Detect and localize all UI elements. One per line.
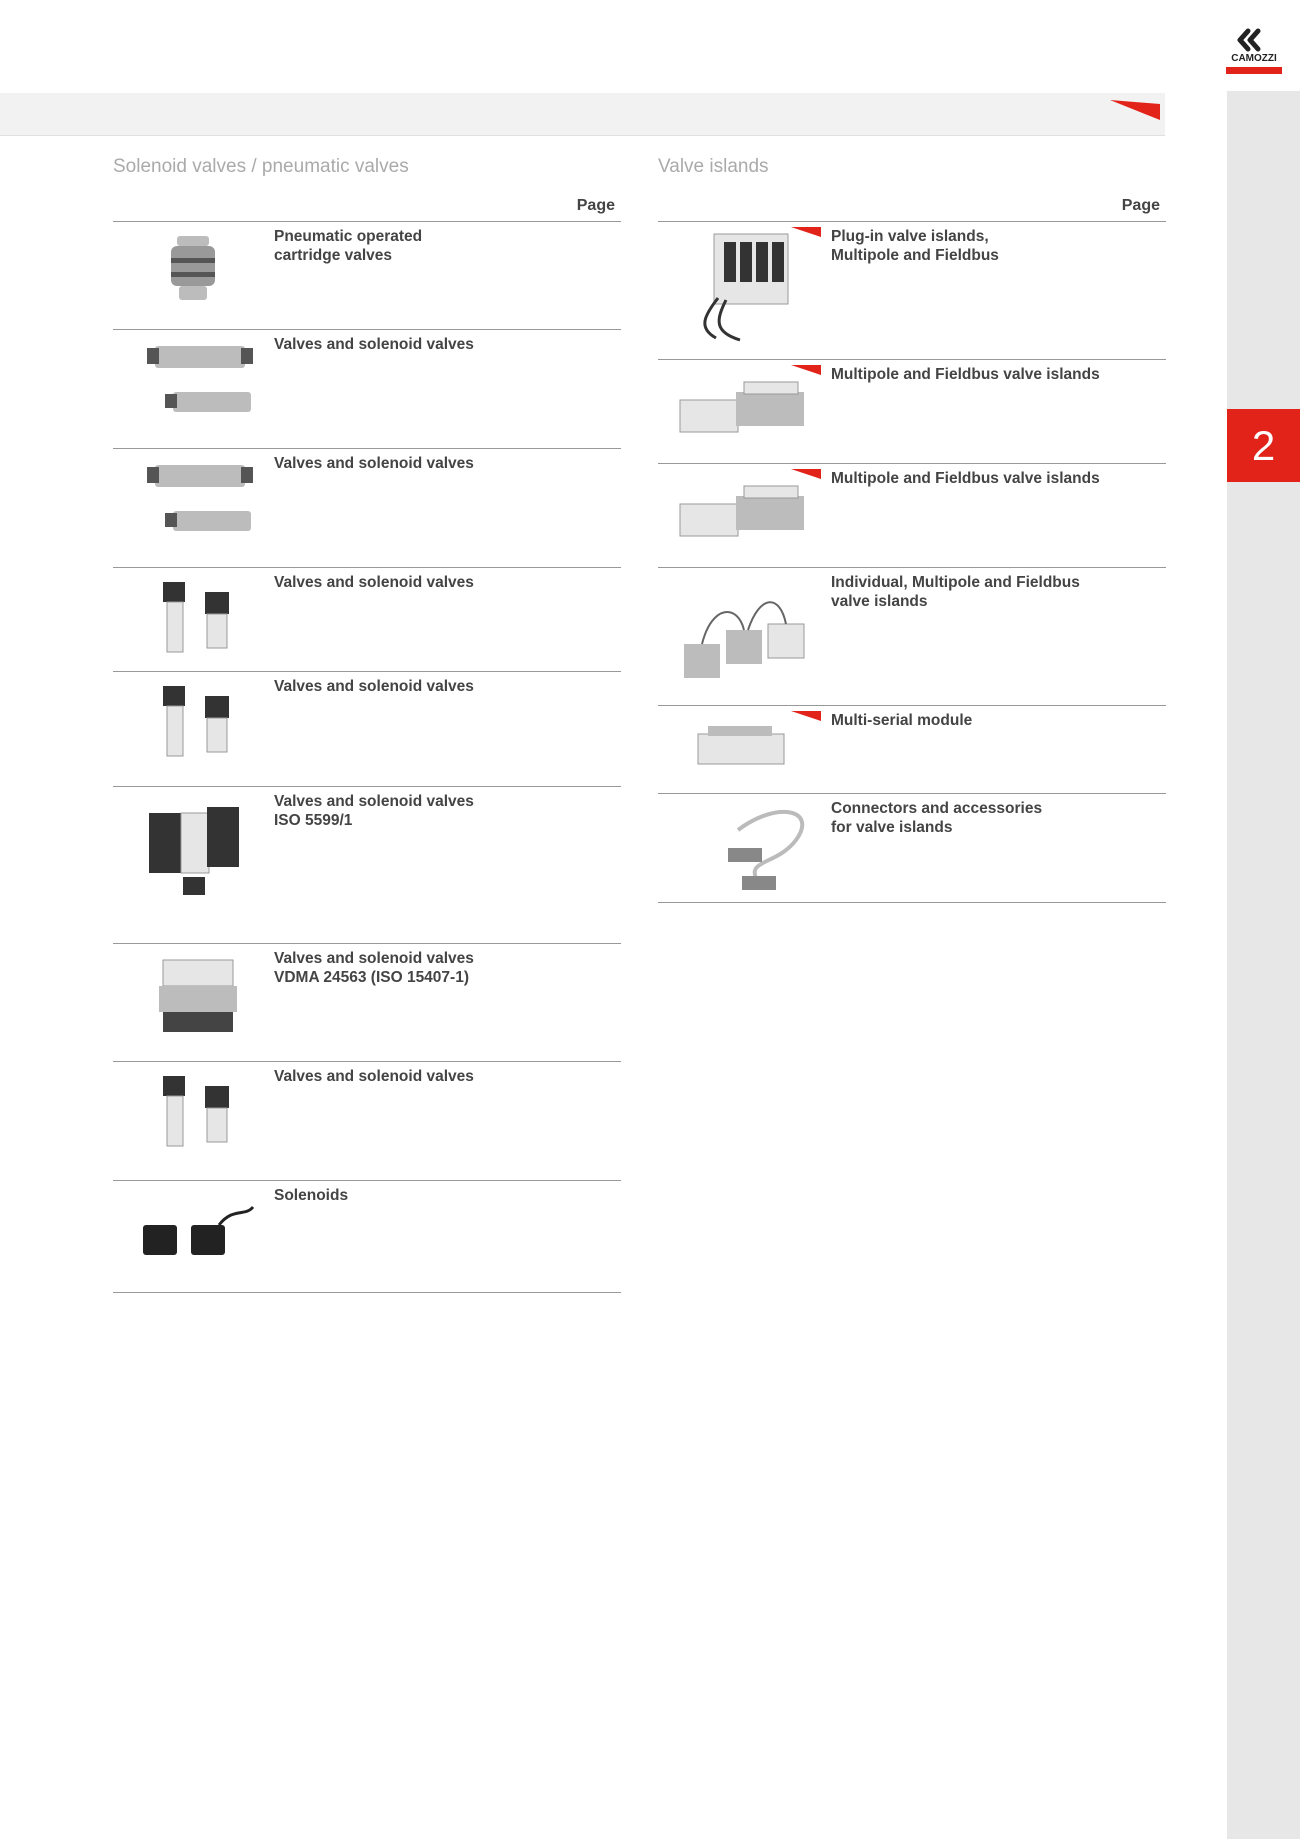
- catalog-row[interactable]: [113, 449, 621, 568]
- chapter-number: 2: [1251, 421, 1276, 469]
- catalog-row-label-line: Individual, Multipole and Fieldbus: [831, 574, 1080, 591]
- catalog-row-label: [274, 1186, 348, 1205]
- catalog-row-label: [274, 949, 474, 987]
- catalog-row-label: [831, 469, 1100, 488]
- catalog-row-label-line: Valves and solenoid valves: [274, 574, 474, 591]
- solenoid-coil-image: [123, 1187, 263, 1291]
- catalog-row-label-line: VDMA 24563 (ISO 15407-1): [274, 969, 469, 986]
- catalog-row-label: [274, 677, 474, 696]
- catalog-row-label-line: Pneumatic operated: [274, 228, 423, 245]
- individual-island-image: [668, 574, 818, 699]
- camozzi-logo-icon: [1226, 28, 1282, 76]
- catalog-row-label: [831, 365, 1100, 384]
- new-product-flag-icon: [791, 708, 821, 726]
- catalog-row[interactable]: [658, 706, 1166, 794]
- solenoid-valve-image: [123, 678, 263, 785]
- valve-pair-image: [123, 455, 263, 566]
- catalog-row[interactable]: [658, 464, 1166, 568]
- catalog-row[interactable]: [113, 1062, 621, 1181]
- plug-in-island-image: [668, 228, 818, 353]
- catalog-row[interactable]: [658, 222, 1166, 360]
- page-column-label: Page: [1121, 197, 1160, 214]
- left-catalog-table: [113, 188, 621, 1293]
- brand-bar: [1226, 67, 1282, 74]
- right-catalog-table: [658, 188, 1166, 903]
- catalog-row-label-line: Solenoids: [274, 1187, 349, 1204]
- cartridge-valve-image: [123, 228, 263, 328]
- right-section-title: Valve islands: [658, 156, 769, 177]
- catalog-row[interactable]: [113, 1181, 621, 1293]
- catalog-row-label: [274, 1067, 474, 1086]
- catalog-row-label: [831, 227, 999, 265]
- catalog-row[interactable]: [113, 330, 621, 449]
- valve-pair-image: [123, 336, 263, 447]
- left-table-header: [113, 188, 621, 222]
- new-product-flag-icon: [791, 362, 821, 380]
- catalog-row-label: [831, 799, 1042, 837]
- valve-island-image: [668, 366, 818, 462]
- catalog-row-label-line: for valve islands: [831, 819, 953, 836]
- side-index-strip: [1227, 91, 1300, 1839]
- catalog-row-label-line: Valves and solenoid valves: [274, 950, 474, 967]
- valve-island-image: [668, 470, 818, 566]
- catalog-row-label-line: cartridge valves: [274, 247, 393, 264]
- corner-flag-icon: [1110, 100, 1160, 120]
- brand-name: CAMOZZI: [1231, 53, 1277, 64]
- page-column-label: Page: [576, 197, 615, 214]
- vdma-valve-image: [123, 950, 263, 1060]
- catalog-row-label-line: Valves and solenoid valves: [274, 336, 474, 353]
- catalog-row-label: [831, 711, 972, 730]
- catalog-row[interactable]: [113, 672, 621, 787]
- connector-cable-image: [668, 800, 818, 901]
- right-table-header: [658, 188, 1166, 222]
- catalog-row-label-line: Multipole and Fieldbus valve islands: [831, 366, 1100, 383]
- catalog-row-label-line: Valves and solenoid valves: [274, 455, 474, 472]
- new-product-flag-icon: [791, 466, 821, 484]
- catalog-row-label-line: ISO 5599/1: [274, 812, 353, 829]
- catalog-row[interactable]: [113, 944, 621, 1062]
- chapter-tab[interactable]: [1227, 409, 1300, 482]
- catalog-row-label: [274, 573, 474, 592]
- catalog-row-label-line: Valves and solenoid valves: [274, 1068, 474, 1085]
- left-section-title: Solenoid valves / pneumatic valves: [113, 156, 409, 177]
- catalog-row-label-line: Multipole and Fieldbus: [831, 247, 999, 264]
- catalog-row-label: [274, 454, 474, 473]
- new-product-flag-icon: [791, 224, 821, 242]
- catalog-row-label-line: valve islands: [831, 593, 928, 610]
- catalog-row-label: [274, 335, 474, 354]
- catalog-row[interactable]: [113, 787, 621, 944]
- catalog-row-label: [274, 227, 422, 265]
- catalog-row-label-line: Plug-in valve islands,: [831, 228, 989, 245]
- catalog-row[interactable]: [658, 568, 1166, 706]
- catalog-row-label-line: Valves and solenoid valves: [274, 793, 474, 810]
- catalog-row-label: [831, 573, 1080, 611]
- header-band: [0, 93, 1165, 136]
- solenoid-valve-image: [123, 1068, 263, 1179]
- iso-valve-image: [123, 793, 263, 918]
- solenoid-valve-image: [123, 574, 263, 670]
- catalog-row-label-line: Multi-serial module: [831, 712, 973, 729]
- catalog-row[interactable]: [113, 568, 621, 672]
- catalog-row-label-line: Multipole and Fieldbus valve islands: [831, 470, 1100, 487]
- catalog-row-label-line: Connectors and accessories: [831, 800, 1043, 817]
- catalog-row[interactable]: [658, 794, 1166, 903]
- catalog-row[interactable]: [113, 222, 621, 330]
- catalog-row-label-line: Valves and solenoid valves: [274, 678, 474, 695]
- catalog-row-label: [274, 792, 474, 830]
- catalog-row[interactable]: [658, 360, 1166, 464]
